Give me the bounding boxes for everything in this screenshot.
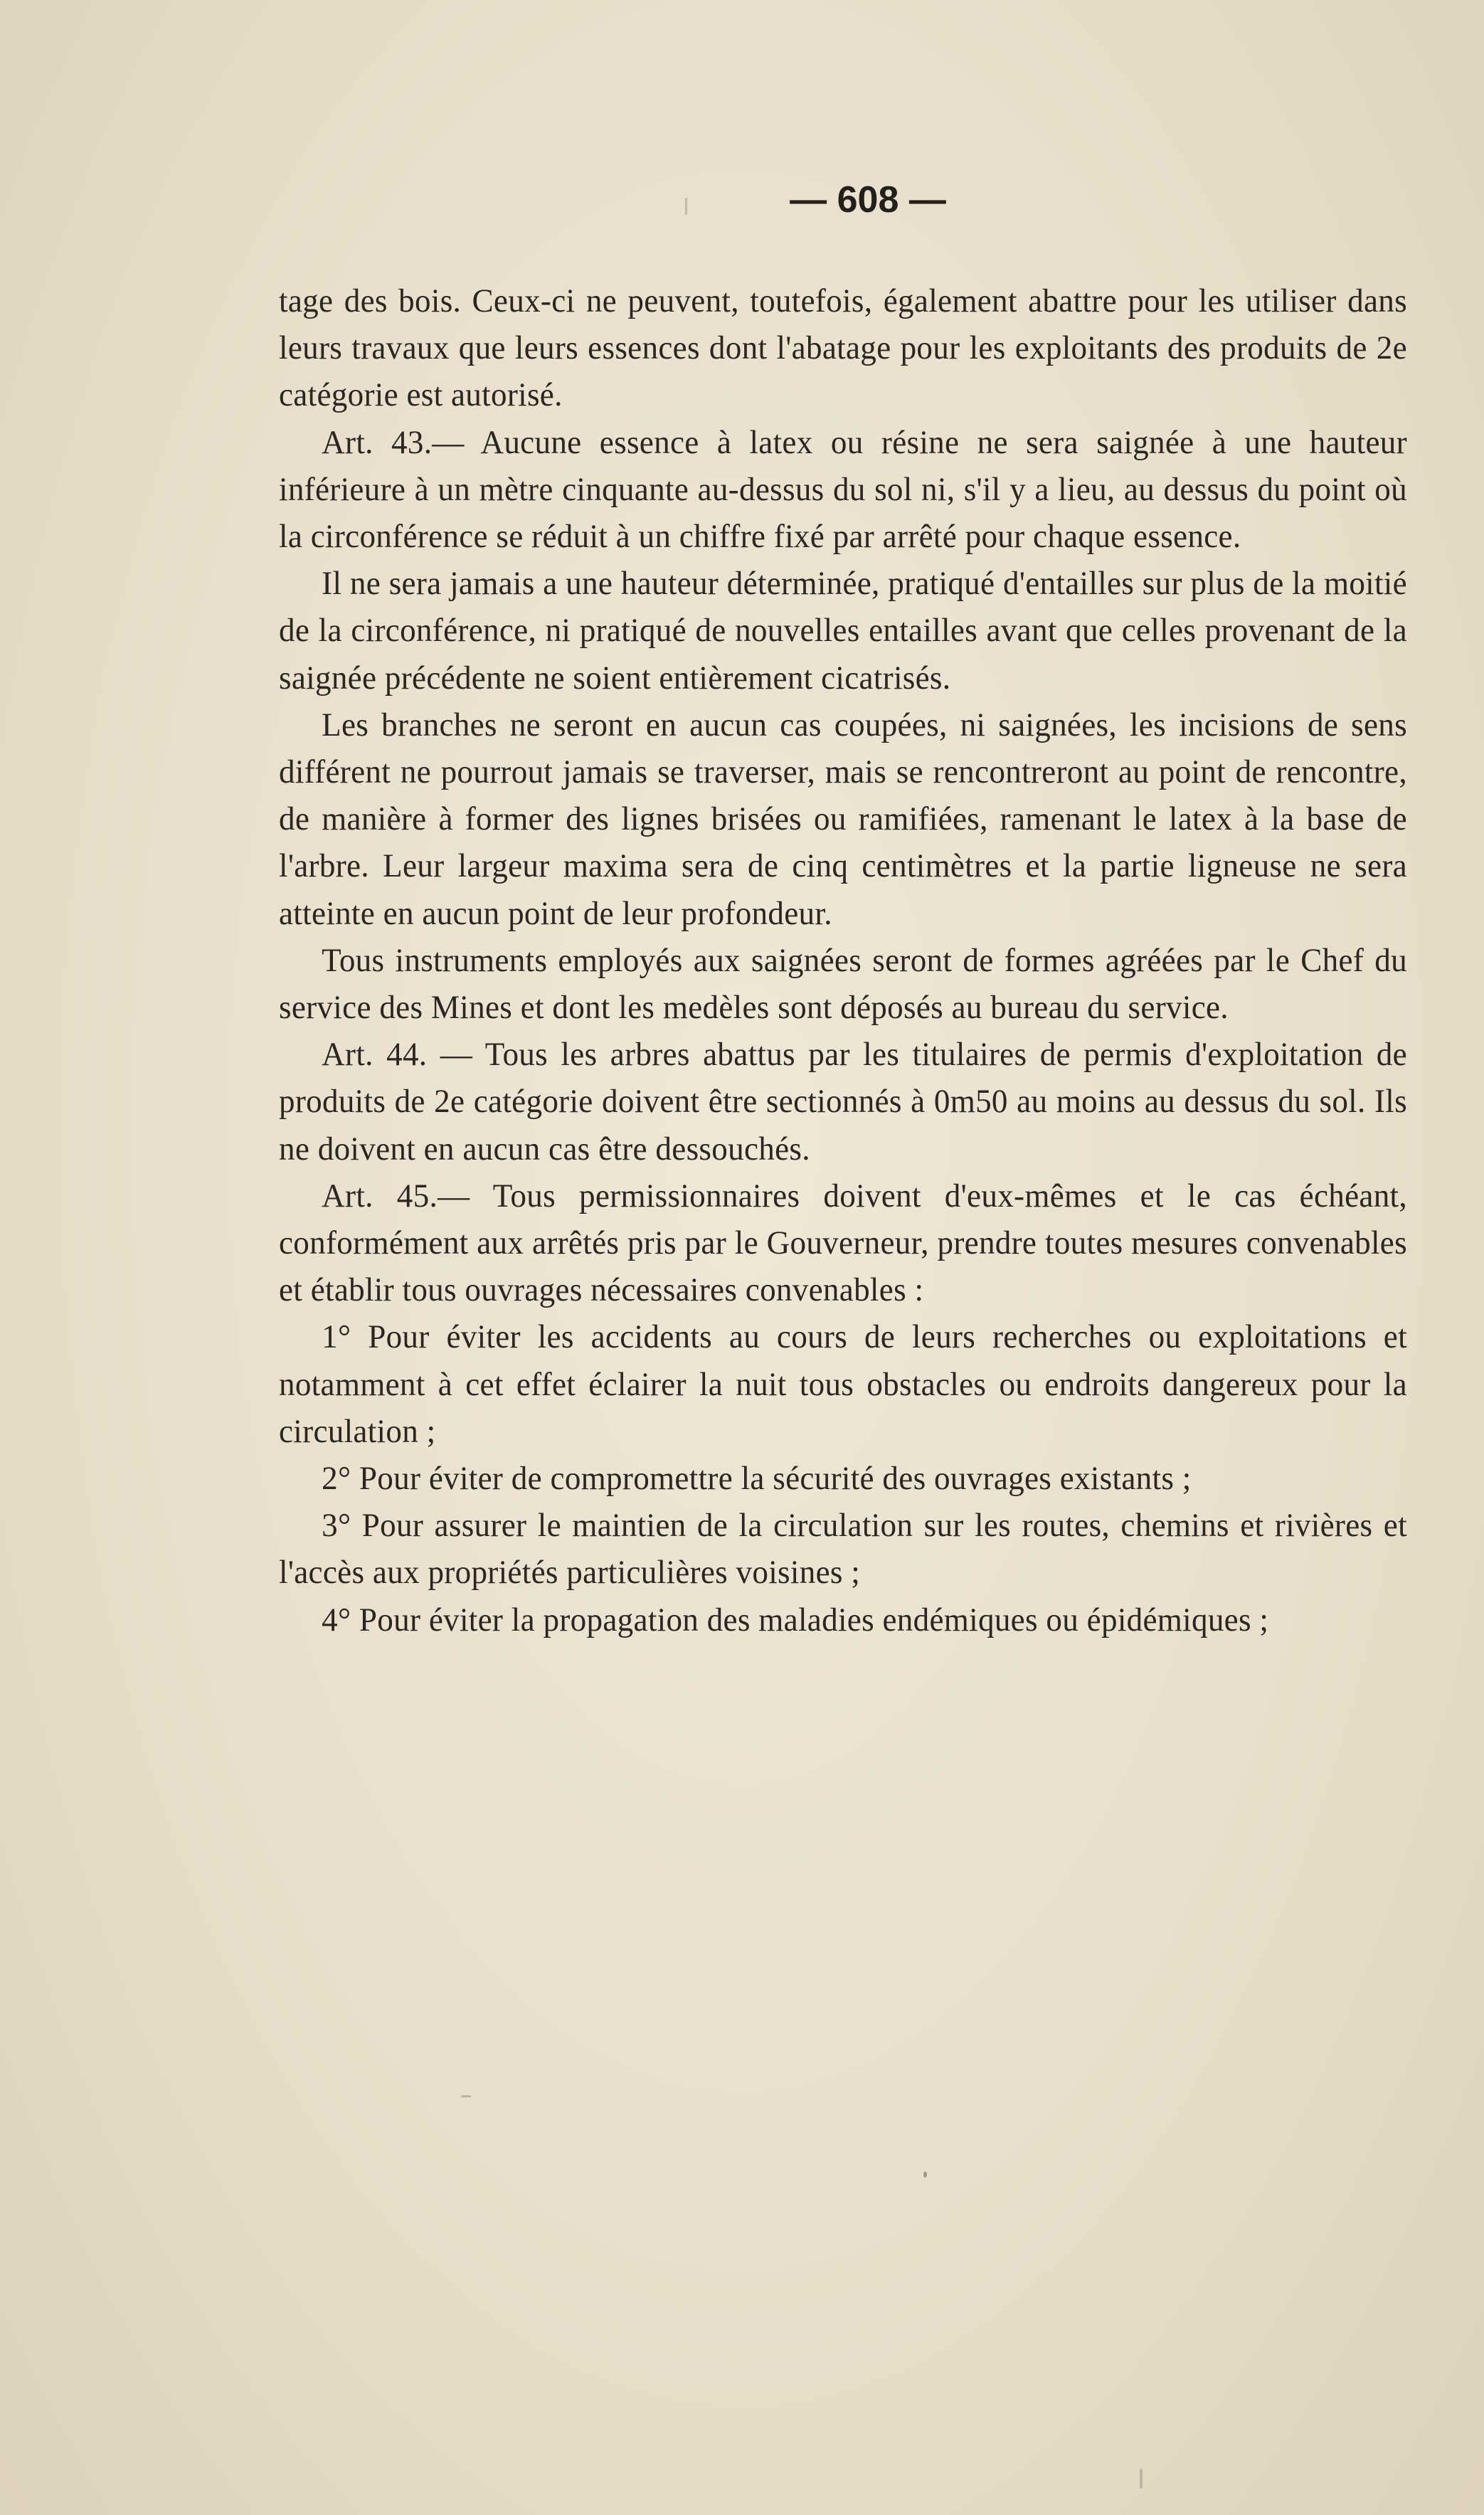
list-item-1: 1° Pour éviter les accidents au cours de leurs recherches ou exploitations et notamment à cet effet éclairer la nuit tous obstacles ou endroits dangereux pour la circulation ; — [279, 1319, 1407, 1450]
page-content — [279, 181, 1407, 1644]
paragraph-instruments: Tous instruments employés aux saignées seront de formes agréées par le Chef du service des Mines et dont les medèles sont déposés au bureau du service. — [279, 942, 1407, 1027]
paper-speck — [685, 198, 687, 215]
paper-speck — [461, 2095, 471, 2097]
list-item-4: 4° Pour éviter la propagation des maladies endémiques ou épidémiques ; — [322, 1601, 1269, 1638]
list-item-3: 3° Pour assurer le maintien de la circulation sur les routes, chemins et rivières et l'accès aux propriétés particulières voisines ; — [279, 1508, 1407, 1592]
paragraph-article-43: Art. 43.— Aucune essence à latex ou résine ne sera saignée à une hauteur inférieure à un mètre cinquante au-dessus du sol ni, s'il y a lieu, au dessus du point où la circonférence se réduit à un chiffre fixé par arrêté pour chaque essence. — [279, 424, 1407, 556]
paragraph-article-44: Art. 44. — Tous les arbres abattus par les titulaires de permis d'exploitation de produits de 2e catégorie doivent être sectionnés à 0m50 au moins au dessus du sol. Ils ne doivent en aucun cas être dessouchés. — [279, 1037, 1407, 1168]
list-item-2: 2° Pour éviter de compromettre la sécurité des ouvrages existants ; — [322, 1461, 1192, 1498]
page-number: — 608 — — [790, 179, 946, 221]
paper-speck — [1140, 2469, 1143, 2489]
paragraph-article-45: Art. 45.— Tous permissionnaires doivent d'eux-mêmes et le cas échéant, conformément aux arrêtés pris par le Gouverneur, prendre toutes mesures convenables et établir tous ouvrages nécessaires convenables : — [279, 1177, 1407, 1309]
paragraph-entailles: Il ne sera jamais a une hauteur déterminée, pratiqué d'entailles sur plus de la moitié de la circonférence, ni pratiqué de nouvelles entailles avant que celles provenant de la saignée précédente ne soient entièrement cicatrisés. — [279, 566, 1407, 697]
paper-speck — [923, 2171, 927, 2178]
paragraph-branches: Les branches ne seront en aucun cas coupées, ni saignées, les incisions de sens différent ne pourrout jamais se traverser, mais se rencontreront au point de rencontre, de manière à former des lignes brisées ou ramifiées, ramenant le latex à la base de l'arbre. Leur largeur maxima sera de cinq centimètres et la partie ligneuse ne sera atteinte en aucun point de leur profondeur. — [279, 706, 1407, 932]
paragraph-continuation: tage des bois. Ceux-ci ne peuvent, toutefois, également abattre pour les utiliser dans leurs travaux que leurs essences dont l'abatage pour les exploitants des produits de 2e catégorie est autorisé. — [279, 283, 1407, 414]
body-text — [279, 278, 1407, 1644]
